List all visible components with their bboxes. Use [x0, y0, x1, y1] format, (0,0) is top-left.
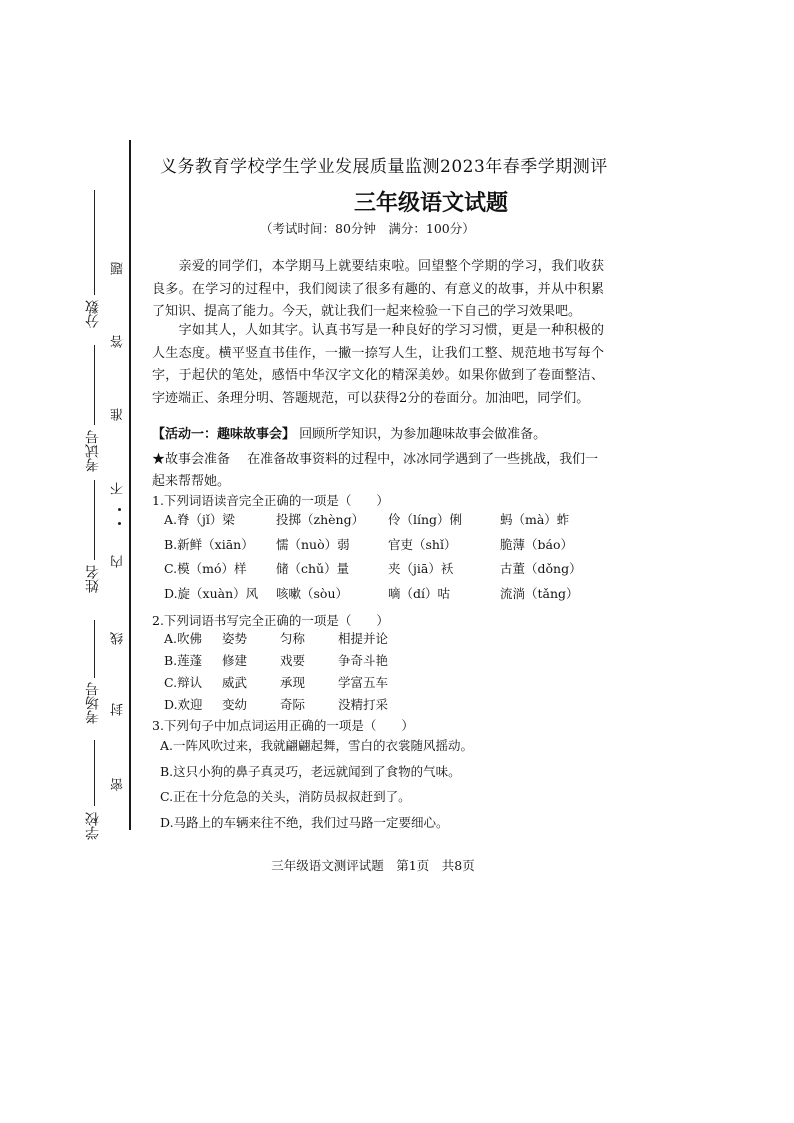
- option-cell: 投掷（zhèng）: [276, 512, 365, 527]
- option-row-a: A.一阵风吹过来，我就翩翩起舞，雪白的衣裳随风摇动。: [160, 738, 474, 753]
- intro-paragraph-1: [152, 256, 604, 324]
- field-exam-number-blank: [94, 345, 95, 425]
- option-cell: 伶（líng）俐: [388, 512, 463, 527]
- option-cell: C.辩认: [164, 675, 203, 690]
- option-row-c: [164, 672, 428, 694]
- page-footer: [0, 856, 794, 874]
- option-cell: A.脊（jǐ）梁: [164, 512, 235, 527]
- question-3-stem: 3.下列句子中加点词运用正确的一项是（ ）: [152, 718, 414, 733]
- option-cell: 奇际: [280, 697, 306, 712]
- exam-title: 义务教育学校学生学业发展质量监测2023年春季学期测评: [160, 157, 608, 177]
- option-cell: 官吏（shǐ）: [388, 536, 457, 552]
- option-cell: 威武: [222, 675, 248, 690]
- seal-char-ti: 题: [111, 262, 126, 275]
- binding-line: [129, 140, 131, 830]
- option-row-c: [164, 557, 600, 582]
- option-row-d: [164, 582, 600, 607]
- option-row-d: D.马路上的车辆来往不绝，我们过马路一定要细心。: [160, 814, 449, 830]
- option-cell: 蚂（mà）蚱: [500, 512, 570, 527]
- field-room-blank: [94, 620, 95, 678]
- option-cell: B.新鲜（xiān）: [164, 536, 254, 552]
- option-row-b: [164, 650, 428, 672]
- option-row-d: [164, 694, 428, 716]
- option-cell: 承现: [280, 675, 306, 690]
- field-school-blank: [94, 740, 95, 806]
- activity-heading: [152, 423, 546, 442]
- option-cell: 相提并论: [338, 631, 389, 646]
- field-school-label: 学校: [85, 812, 101, 840]
- prep-text: 在准备故事资料的过程中，冰冰同学遇到了一些挑战，我们一起来帮帮她。: [152, 452, 599, 489]
- option-cell: 古董（dǒng）: [500, 561, 582, 576]
- option-cell: 变幼: [222, 697, 248, 712]
- intro-paragraph-2-text: 字如其人，人如其字。认真书写是一种良好的学习习惯，更是一种积极的人生态度。横平竖直书佳作，一撇一捺写人生，让我们工整、规范地书写每个字，于起伏的笔处，感悟中华汉字文化的精深美妙。如果你做到了卷面整洁、字迹端正、条理分明、答题规范，可以获得2分的卷面分。加油吧，同学们。: [152, 323, 604, 406]
- option-row-b: [164, 533, 600, 558]
- option-row-c: C.正在十分危急的关头，消防员叔叔赶到了。: [160, 789, 411, 804]
- question-3-options: [160, 733, 473, 835]
- option-cell: 修建: [222, 653, 248, 668]
- option-cell: 咳嗽（sòu）: [276, 585, 348, 601]
- option-cell: B.莲蓬: [164, 653, 203, 668]
- option-cell: A.吹佛: [164, 631, 203, 646]
- option-cell: 脆薄（báo）: [500, 536, 573, 552]
- question-2-stem: 2.下列词语书写完全正确的一项是（ ）: [152, 613, 389, 628]
- margin-dot: [118, 522, 121, 525]
- story-prep: [152, 449, 604, 493]
- exam-subtitle-text: 三年级语文试题: [353, 190, 508, 216]
- option-cell: 夹（jiā）袄: [388, 561, 454, 576]
- margin-dot: [118, 508, 121, 511]
- page-footer-text: 三年级语文测评试题 第1页 共8页: [271, 858, 475, 873]
- option-cell: 匀称: [280, 631, 306, 646]
- option-cell: C.模（mó）样: [164, 561, 247, 576]
- exam-info: （考试时间：80分钟 满分：100分）: [260, 221, 475, 236]
- field-name-blank: [94, 480, 95, 560]
- question-2-options: [164, 628, 428, 716]
- option-cell: 储（chǔ）量: [276, 561, 350, 576]
- field-score-label: 分数: [85, 300, 101, 328]
- exam-subtitle: [0, 186, 794, 217]
- option-cell: 流淌（tǎng）: [500, 585, 579, 601]
- option-row-a: [164, 628, 428, 650]
- seal-char-xian: 线: [111, 632, 126, 645]
- option-cell: D.欢迎: [164, 697, 203, 712]
- field-room-label: 考场号: [85, 682, 101, 724]
- option-cell: 懦（nuò）弱: [276, 536, 350, 552]
- option-cell: 没精打采: [338, 697, 389, 712]
- prep-label: ★故事会准备: [152, 452, 231, 467]
- option-row-a: [164, 508, 600, 533]
- option-cell: 戏要: [280, 653, 306, 668]
- activity-label: 【活动一：趣味故事会】: [152, 427, 296, 442]
- intro-paragraph-1-text: 亲爱的同学们，本学期马上就要结束啦。回望整个学期的学习，我们收获良多。在学习的过程中，我们阅读了很多有趣的、有意义的故事，并从中积累了知识、提高了能力。今天，就让我们一起来检验一下自己的学习效果吧。: [152, 259, 604, 319]
- question-1-stem: 1.下列词语读音完全正确的一项是（ ）: [152, 493, 389, 508]
- option-cell: D.旋（xuàn）风: [164, 585, 259, 601]
- option-cell: 姿势: [222, 631, 248, 646]
- intro-paragraph-2: [152, 320, 604, 410]
- seal-char-bu: 不: [111, 482, 126, 495]
- seal-char-mi: 密: [111, 778, 126, 791]
- seal-char-da: 答: [111, 335, 126, 348]
- question-1-options: [164, 508, 600, 606]
- option-row-b: B.这只小狗的鼻子真灵巧，老远就闻到了食物的气味。: [160, 763, 461, 779]
- seal-char-feng: 封: [111, 703, 126, 716]
- field-exam-number-label: 考试号: [85, 430, 101, 472]
- option-cell: 嘀（dí）咕: [388, 585, 450, 601]
- option-cell: 争奇斗艳: [338, 653, 389, 668]
- seal-char-nei: 内: [111, 555, 126, 568]
- seal-char-zhun: 准: [111, 408, 126, 421]
- option-cell: 学富五车: [338, 675, 389, 690]
- indent: [152, 259, 179, 274]
- activity-text: 回顾所学知识，为参加趣味故事会做准备。: [299, 427, 547, 442]
- indent: [152, 323, 179, 338]
- field-name-label: 姓名: [85, 565, 101, 593]
